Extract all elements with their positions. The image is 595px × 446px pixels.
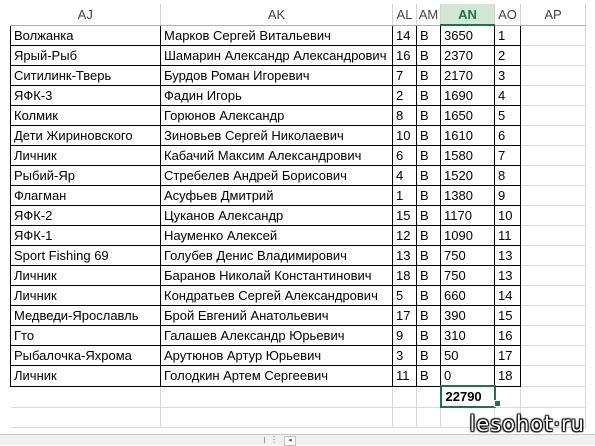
cell-al[interactable]: 8 [393,106,417,126]
cell-ao[interactable]: 13 [495,246,521,266]
cell-am[interactable]: B [417,346,441,366]
cell-empty[interactable] [161,407,393,428]
cell-team[interactable]: Рыбалочка-Яхрома [11,346,161,366]
column-header-ap[interactable]: AP [521,4,586,25]
cell-an[interactable]: 2170 [441,66,495,86]
cell-team[interactable]: Личник [11,286,161,306]
cell-ap[interactable] [521,346,586,366]
cell-ap[interactable] [521,166,586,186]
cell-an[interactable]: 1380 [441,186,495,206]
cell-ap[interactable] [521,366,586,387]
cell-al[interactable]: 7 [393,66,417,86]
cell-al[interactable]: 14 [393,25,417,46]
cell-al[interactable]: 18 [393,266,417,286]
cell-am[interactable]: B [417,25,441,46]
spreadsheet-grid [10,4,586,428]
table-row [11,186,586,206]
cell-ap[interactable] [521,306,586,326]
cell-empty[interactable] [11,386,161,407]
cell-team[interactable]: Личник [11,146,161,166]
table-row [11,366,586,387]
cell-al[interactable]: 11 [393,366,417,387]
column-header-an[interactable]: AN [441,4,495,25]
table-row [11,326,586,346]
cell-ap[interactable] [521,326,586,346]
table-row [11,86,586,106]
cell-ap[interactable] [521,266,586,286]
cell-name[interactable]: Баранов Николай Константинович [161,266,393,286]
cell-al[interactable]: 6 [393,146,417,166]
cell-an[interactable]: 1520 [441,166,495,186]
cell-name[interactable]: Науменко Алексей [161,226,393,246]
cell-team[interactable]: ЯФК-3 [11,86,161,106]
cell-name[interactable]: Зиновьев Сергей Николаевич [161,126,393,146]
cell-name[interactable]: Бурдов Роман Игоревич [161,66,393,86]
cell-ao[interactable]: 8 [495,166,521,186]
cell-am[interactable]: B [417,206,441,226]
cell-al[interactable]: 13 [393,246,417,266]
cell-name[interactable]: Голодкин Артем Сергеевич [161,366,393,387]
cell-an[interactable]: 660 [441,286,495,306]
cell-empty[interactable] [417,386,441,407]
cell-am[interactable]: B [417,246,441,266]
cell-am[interactable]: B [417,46,441,66]
total-cell[interactable]: 22790 [441,386,495,407]
cell-ao[interactable]: 3 [495,66,521,86]
cell-am[interactable]: B [417,86,441,106]
cell-name[interactable]: Шамарин Александр Александрович [161,46,393,66]
cell-am[interactable]: B [417,66,441,86]
cell-am[interactable]: B [417,226,441,246]
cell-ap[interactable] [521,186,586,206]
cell-name[interactable]: Брой Евгений Анатольевич [161,306,393,326]
cell-empty[interactable] [417,407,441,428]
cell-team[interactable]: ЯФК-2 [11,206,161,226]
cell-al[interactable]: 17 [393,306,417,326]
cell-am[interactable]: B [417,126,441,146]
cell-empty[interactable] [393,407,417,428]
cell-ao[interactable]: 11 [495,226,521,246]
cell-ao[interactable]: 4 [495,86,521,106]
cell-ao[interactable]: 18 [495,366,521,387]
table-row [11,106,586,126]
cell-ap[interactable] [521,226,586,246]
cell-team[interactable]: Медведи-Ярославль [11,306,161,326]
cell-name[interactable]: Галашев Александр Юрьевич [161,326,393,346]
cell-name[interactable]: Голубев Денис Владимирович [161,246,393,266]
cell-name[interactable]: Марков Сергей Витальевич [161,25,393,46]
cell-an[interactable]: 1580 [441,146,495,166]
cell-empty[interactable] [11,407,161,428]
cell-am[interactable]: B [417,326,441,346]
divider [264,437,265,443]
watermark: lesohot·ru [469,412,585,436]
cell-an[interactable]: 2370 [441,46,495,66]
cell-team[interactable]: Личник [11,266,161,286]
table-row [11,266,586,286]
cell-al[interactable]: 1 [393,186,417,206]
cell-ao[interactable]: 15 [495,306,521,326]
cell-al[interactable]: 4 [393,166,417,186]
cell-an[interactable]: 750 [441,246,495,266]
cell-ao[interactable]: 14 [495,286,521,306]
cell-an[interactable]: 1090 [441,226,495,246]
cell-an[interactable]: 1170 [441,206,495,226]
cell-al[interactable]: 2 [393,86,417,106]
cell-al[interactable]: 12 [393,226,417,246]
cell-ap[interactable] [521,246,586,266]
cell-ao[interactable]: 13 [495,266,521,286]
table-row [11,306,586,326]
cell-ao[interactable]: 2 [495,46,521,66]
table-row [11,146,586,166]
table-row [11,46,586,66]
cell-ao[interactable]: 9 [495,186,521,206]
cell-name[interactable]: Фадин Игорь [161,86,393,106]
table-row [11,66,586,86]
resize-dots-icon[interactable]: ⋮ [270,435,279,444]
column-header-row [11,4,586,25]
cell-team[interactable]: Sport Fishing 69 [11,246,161,266]
fill-handle[interactable] [494,400,501,407]
table-row [11,246,586,266]
cell-ao[interactable]: 5 [495,106,521,126]
cell-am[interactable]: B [417,106,441,126]
cell-an[interactable]: 310 [441,326,495,346]
cell-team[interactable]: Гто [11,326,161,346]
table-row [11,346,586,366]
cell-team[interactable]: Колмик [11,106,161,126]
cell-empty[interactable] [161,386,393,407]
cell-ao[interactable]: 17 [495,346,521,366]
table-row [11,166,586,186]
cell-al[interactable]: 9 [393,326,417,346]
cell-am[interactable]: B [417,186,441,206]
column-header-aj[interactable]: AJ [11,4,161,25]
cell-name[interactable]: Арутюнов Артур Юрьевич [161,346,393,366]
cell-team[interactable]: Флагман [11,186,161,206]
cell-ap[interactable] [521,206,586,226]
cell-ap[interactable] [521,66,586,86]
cell-team[interactable]: Личник [11,366,161,387]
cell-empty[interactable] [521,386,586,407]
cell-name[interactable]: Кондратьев Сергей Александрович [161,286,393,306]
cell-ao[interactable]: 10 [495,206,521,226]
cell-an[interactable]: 50 [441,346,495,366]
cell-am[interactable]: B [417,306,441,326]
cell-am[interactable]: B [417,286,441,306]
column-header-al[interactable]: AL [393,4,417,25]
cell-am[interactable]: B [417,146,441,166]
table-row [11,206,586,226]
table-row [11,126,586,146]
cell-team[interactable]: Дети Жириновского [11,126,161,146]
cell-ap[interactable] [521,106,586,126]
cell-name[interactable]: Асуфьев Дмитрий [161,186,393,206]
cell-ao[interactable]: 16 [495,326,521,346]
cell-am[interactable]: B [417,166,441,186]
cell-ap[interactable] [521,46,586,66]
scroll-left-icon[interactable]: ◂ [284,436,296,446]
column-header-am[interactable]: AM [417,4,441,25]
cell-name[interactable]: Кабачий Максим Александрович [161,146,393,166]
cell-al[interactable]: 3 [393,346,417,366]
cell-ap[interactable] [521,25,586,46]
cell-ap[interactable] [521,126,586,146]
cell-al[interactable]: 16 [393,46,417,66]
cell-name[interactable]: Цуканов Александр [161,206,393,226]
cell-team[interactable]: Рыбий-Яр [11,166,161,186]
cell-an[interactable]: 3650 [441,25,495,46]
cell-name[interactable]: Горюнов Александр [161,106,393,126]
cell-an[interactable]: 1610 [441,126,495,146]
cell-an[interactable]: 1650 [441,106,495,126]
cell-an[interactable]: 0 [441,366,495,387]
cell-ap[interactable] [521,86,586,106]
cell-an[interactable]: 750 [441,266,495,286]
cell-am[interactable]: B [417,266,441,286]
cell-team[interactable]: ЯФК-1 [11,226,161,246]
table-row [11,25,586,46]
cell-ap[interactable] [521,286,586,306]
cell-an[interactable]: 1690 [441,86,495,106]
column-header-ao[interactable]: AO [495,4,521,25]
cell-an[interactable]: 390 [441,306,495,326]
cell-empty[interactable] [393,386,417,407]
column-header-ak[interactable]: AK [161,4,393,25]
cell-name[interactable]: Стребелев Андрей Борисович [161,166,393,186]
cell-al[interactable]: 15 [393,206,417,226]
cell-al[interactable]: 5 [393,286,417,306]
cell-ao[interactable]: 1 [495,25,521,46]
cell-ao[interactable]: 6 [495,126,521,146]
table-row [11,226,586,246]
cell-ap[interactable] [521,146,586,166]
cell-am[interactable]: B [417,366,441,387]
table-row [11,286,586,306]
cell-team[interactable]: Волжанка [11,25,161,46]
cell-team[interactable]: Ярый-Рыб [11,46,161,66]
cell-al[interactable]: 10 [393,126,417,146]
cell-ao[interactable]: 7 [495,146,521,166]
cell-team[interactable]: Ситилинк-Тверь [11,66,161,86]
